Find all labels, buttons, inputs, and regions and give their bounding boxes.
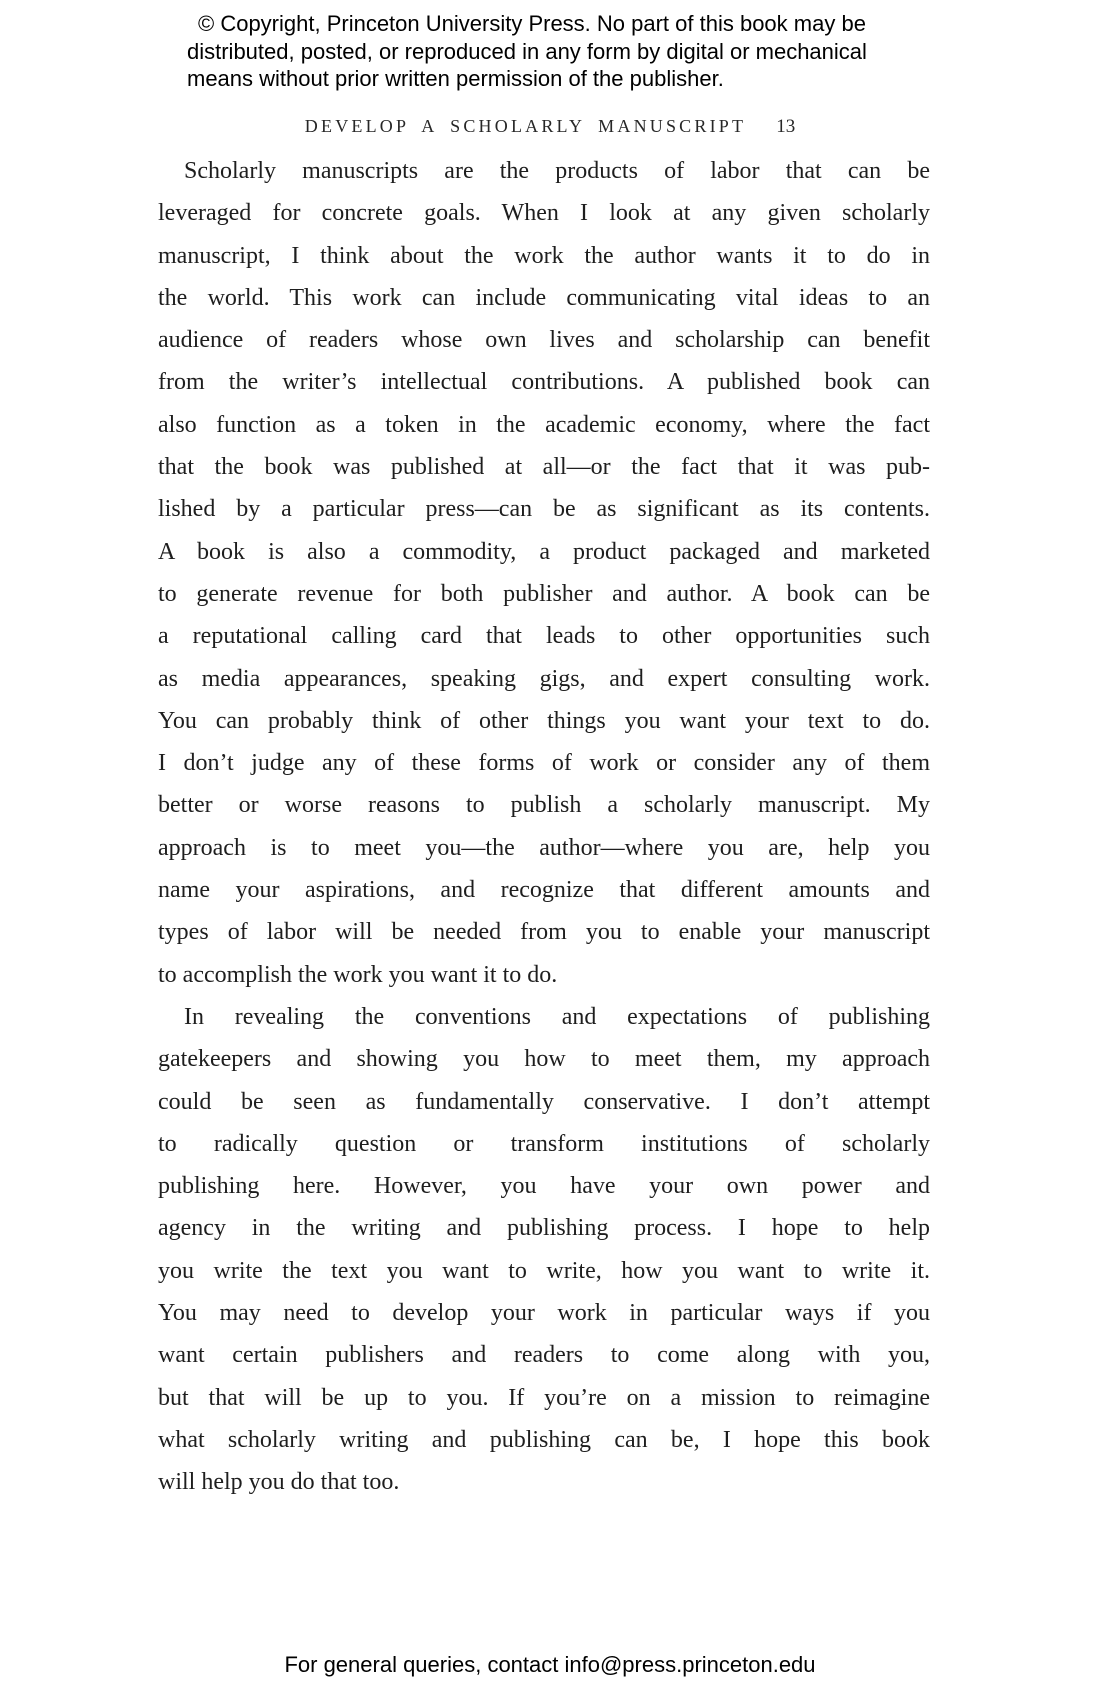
text-line: gatekeepers and showing you how to meet them, my approach <box>158 1046 930 1073</box>
text-line: also function as a token in the academic economy, where the fact <box>158 411 930 438</box>
text-line: I don’t judge any of these forms of work or consider any of them <box>158 750 930 777</box>
paragraph <box>158 996 930 1504</box>
text-line: name your aspirations, and recognize that different amounts and <box>158 877 930 904</box>
text-line: leveraged for concrete goals. When I look at any given scholarly <box>158 200 930 227</box>
text-line: could be seen as fundamentally conservative. I don’t attempt <box>158 1088 930 1115</box>
text-line: to accomplish the work you want it to do. <box>158 961 558 988</box>
copyright-line: distributed, posted, or reproduced in any form by digital or mechanical <box>187 38 867 64</box>
text-line: approach is to meet you—the author—where you are, help you <box>158 834 930 861</box>
text-line: better or worse reasons to publish a scholarly manuscript. My <box>158 792 930 819</box>
text-line: types of labor will be needed from you to enable your manuscript <box>158 919 930 946</box>
text-line: You may need to develop your work in particular ways if you <box>158 1300 930 1327</box>
text-line: the world. This work can include communicating vital ideas to an <box>158 284 930 311</box>
copyright-line: © Copyright, Princeton University Press. No part of this book may be <box>198 11 866 36</box>
copyright-notice <box>187 10 917 93</box>
text-line: to radically question or transform institutions of scholarly <box>158 1130 930 1157</box>
text-line: as media appearances, speaking gigs, and expert consulting work. <box>158 665 930 692</box>
footer-contact-line: For general queries, contact info@press.princeton.edu <box>284 1652 816 1677</box>
text-line: want certain publishers and readers to come along with you, <box>158 1342 930 1369</box>
text-line: publishing here. However, you have your own power and <box>158 1173 930 1200</box>
text-line: lished by a particular press—can be as significant as its contents. <box>158 496 930 523</box>
text-line: audience of readers whose own lives and scholarship can benefit <box>158 327 930 354</box>
text-line: but that will be up to you. If you’re on a mission to reimagine <box>158 1384 930 1411</box>
text-line: You can probably think of other things you want your text to do. <box>158 707 930 734</box>
text-line: a reputational calling card that leads to other opportunities such <box>158 623 930 650</box>
text-line: what scholarly writing and publishing can be, I hope this book <box>158 1426 930 1453</box>
chapter-title: DEVELOP A SCHOLARLY MANUSCRIPT <box>304 116 747 136</box>
footer <box>0 1652 1100 1678</box>
text-line: manuscript, I think about the work the author wants it to do in <box>158 242 930 269</box>
text-line: to generate revenue for both publisher and author. A book can be <box>158 580 930 607</box>
text-line: In revealing the conventions and expectations of publishing <box>184 1003 930 1030</box>
copyright-line: means without prior written permission of the publisher. <box>187 66 724 91</box>
text-line: that the book was published at all—or the fact that it was pub- <box>158 454 930 481</box>
text-line: you write the text you want to write, how you want to write it. <box>158 1257 930 1284</box>
text-line: from the writer’s intellectual contributions. A published book can <box>158 369 930 396</box>
paragraph <box>158 150 930 996</box>
running-head <box>0 116 1100 138</box>
text-line: agency in the writing and publishing process. I hope to help <box>158 1215 930 1242</box>
body-text <box>158 150 930 1504</box>
page-number: 13 <box>776 116 796 137</box>
text-line: Scholarly manuscripts are the products of labor that can be <box>184 158 930 184</box>
text-line: will help you do that too. <box>158 1469 400 1496</box>
text-line: A book is also a commodity, a product packaged and marketed <box>158 538 930 565</box>
